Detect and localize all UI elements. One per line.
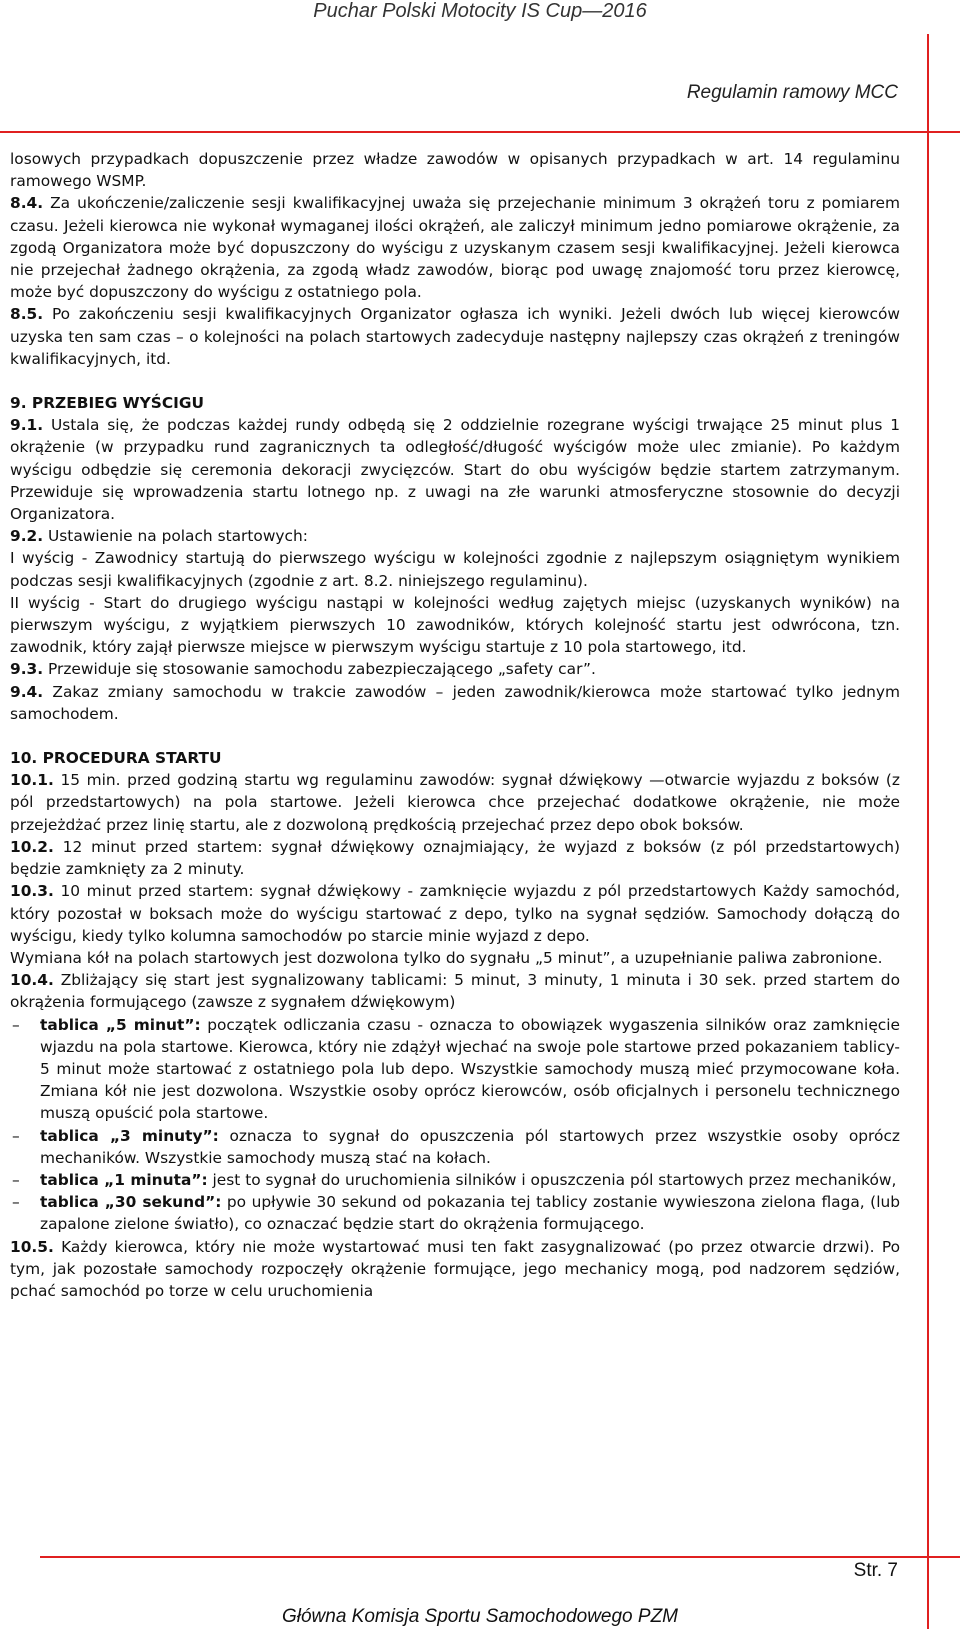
section-number: 9.4.: [10, 682, 44, 701]
section-number: 10.4.: [10, 971, 54, 990]
dash-bullet: –: [12, 1193, 20, 1212]
paragraph-9-3: [10, 658, 900, 680]
dash-bullet: –: [12, 1015, 20, 1034]
section-number: 10.1.: [10, 771, 54, 790]
document-header-subtitle: Regulamin ramowy MCC: [686, 82, 898, 103]
list-item-text: po upływie 30 sekund od pokazania tej tablicy zostanie wywieszona zielona flaga, (lub zapalone zielone światło), co oznaczać będzie start do okrążenia formującego.: [40, 1193, 900, 1234]
header-rule: [0, 131, 960, 133]
list-item-label: tablica „1 minuta”:: [40, 1170, 208, 1189]
paragraph-race-2: II wyścig - Start do drugiego wyścigu nastąpi w kolejności według zajętych miejsc (uzyskanych wyników) na pierwszym wyścigu, z wyjątkiem pierwszych 10 zawodników, których kolejność startu jest odwrócona, tzn. zawodnik, który zajął pierwsze miejsce w pierwszym wyścigu startuje z 10 pola startowego, itd.: [10, 593, 900, 657]
dash-bullet: –: [12, 1126, 20, 1145]
paragraph-text: Ustala się, że podczas każdej rundy odbędą się 2 oddzielnie rozegrane wyścigi trwające 25 minut plus 1 okrążenie (w przypadku rund zagranicznych ta odległość/długość wyścigów może ulec zmianie). Po każdym wyścigu odbędzie się ceremonia dekoracji zwycięzców. Start do obu wyścigów będzie startem zatrzymanym. Przewiduje się wprowadzenia startu lotnego np. z uwagi na złe warunki atmosferyczne stosownie do decyzji Organizatora.: [10, 416, 900, 524]
footer-rule: [40, 1556, 960, 1558]
list-item-board-1-min: [10, 1169, 900, 1191]
margin-rule-vertical: [927, 34, 929, 1629]
section-number: 10.2.: [10, 837, 54, 856]
list-item-board-30-sec: [10, 1191, 900, 1235]
paragraph-9-4: [10, 681, 900, 725]
section-number: 9.2.: [10, 527, 44, 546]
list-item-label: tablica „5 minut”:: [40, 1015, 201, 1034]
paragraph-text: Przewiduje się stosowanie samochodu zabezpieczającego „safety car”.: [43, 660, 596, 679]
list-item-text: początek odliczania czasu - oznacza to obowiązek wygaszenia silników oraz zamknięcie wjazdu na pola startowe. Kierowca, który nie zdążył wjechać na swoje pole startowe przed pokazaniem tablicy-5 minut może startować z ostatniego pola lub depo. Wszystkie samochody muszą mieć przymocowane koła. Zmiana kół nie jest dozwolona. Wszystkie osoby oprócz kierowców, osób oficjalnych i personelu technicznego muszą opuścić pola startowe.: [40, 1015, 900, 1123]
paragraph-8-5: [10, 303, 900, 370]
paragraph-text: Za ukończenie/zaliczenie sesji kwalifikacyjnej uważa się przejechanie minimum 3 okrążeń toru z pomiarem czasu. Jeżeli kierowca nie wykonał wymaganej ilości okrążeń, ale zaliczył minimum jedno pomiarowe okrążenie, za zgodą Organizatora może być dopuszczony do wyścigu z uzyskanym czasem sesji kwalifikacyjnej. Jeżeli kierowca nie przejechał żadnego okrążenia, za zgodą władz zawodów, biorąc pod uwagę znajomość toru przez kierowcę, może być dopuszczony do wyścigu z ostatniego pola.: [10, 194, 900, 302]
paragraph-10-2: [10, 836, 900, 880]
page-number: Str. 7: [853, 1560, 898, 1581]
spacer: [10, 370, 900, 392]
paragraph-9-1: [10, 414, 900, 525]
spacer: [10, 725, 900, 747]
paragraph-text: 12 minut przed startem: sygnał dźwiękowy oznajmiający, że wyjazd z boksów (z pól przedstartowych) będzie zamknięty za 2 minuty.: [10, 837, 900, 879]
paragraph-text: 10 minut przed startem: sygnał dźwiękowy - zamknięcie wyjazdu z pól przedstartowych Każdy samochód, który pozostał w boksach może do wyścigu startować z depo, tylko na sygnał sędziów. Samochody dołączą do wyścigu, kiedy tylko kolumna samochodów po starcie minie wyjazd z depo.: [10, 882, 900, 945]
section-number: 8.4.: [10, 194, 44, 213]
paragraph-race-1: I wyścig - Zawodnicy startują do pierwszego wyścigu w kolejności zgodnie z najlepszym osiągniętym wynikiem podczas sesji kwalifikacyjnych (zgodnie z art. 8.2. niniejszego regulaminu).: [10, 549, 900, 590]
paragraph-9-2: [10, 525, 900, 547]
list-item-text: oznacza to sygnał do opuszczenia pól startowych przez wszystkie osoby oprócz mechaników. Wszystkie samochody muszą stać na kołach.: [40, 1126, 900, 1167]
list-item-label: tablica „30 sekund”:: [40, 1193, 222, 1212]
list-item-text: jest to sygnał do uruchomienia silników i opuszczenia pól startowych przez mechaników,: [207, 1170, 897, 1189]
list-item-label: tablica „3 minuty”:: [40, 1126, 219, 1145]
section-number: 9.1.: [10, 416, 44, 435]
document-body: [10, 148, 900, 1302]
paragraph-text: Zakaz zmiany samochodu w trakcie zawodów – jeden zawodnik/kierowca może startować tylko jednym samochodem.: [10, 682, 900, 723]
section-number: 10.3.: [10, 882, 54, 901]
paragraph-8-4: [10, 192, 900, 303]
paragraph-text: 15 min. przed godziną startu wg regulaminu zawodów: sygnał dźwiękowy —otwarcie wyjazdu z boksów (z pól przedstartowych) na pola startowe. Jeżeli kierowca chce przejechać dodatkowe okrążenie, nie może przejeżdżać przez linię startu, ale z dozwoloną prędkością przejechać przez depo obok boksów.: [10, 771, 900, 834]
paragraph-text: losowych przypadkach dopuszczenie przez władze zawodów w opisanych przypadkach w art. 14 regulaminu ramowego WSMP.: [10, 150, 900, 191]
section-heading-9: 9. PRZEBIEG WYŚCIGU: [10, 394, 205, 413]
paragraph-10-1: [10, 769, 900, 836]
paragraph-10-3: [10, 880, 900, 947]
paragraph-text: Każdy kierowca, który nie może wystartować musi ten fakt zasygnalizować (po przez otwarcie drzwi). Po tym, jak pozostałe samochody rozpoczęły okrążenie formujące, jego mechanicy mogą, pod nadzorem sędziów, pchać samochód po torze w celu uruchomienia: [10, 1237, 900, 1300]
section-number: 9.3.: [10, 660, 44, 679]
paragraph-10-5: [10, 1236, 900, 1303]
section-heading-10: 10. PROCEDURA STARTU: [10, 749, 222, 768]
paragraph-text: Zbliżający się start jest sygnalizowany tablicami: 5 minut, 3 minuty, 1 minuta i 30 sek. przed startem do okrążenia formującego (zawsze z sygnałem dźwiękowym): [10, 971, 900, 1012]
paragraph-wheel-change: Wymiana kół na polach startowych jest dozwolona tylko do sygnału „5 minut”, a uzupełnianie paliwa zabronione.: [10, 948, 883, 967]
list-item-board-3-min: [10, 1125, 900, 1169]
section-number: 8.5.: [10, 305, 44, 324]
paragraph: [10, 148, 900, 192]
paragraph-text: Ustawienie na polach startowych:: [43, 527, 308, 546]
document-footer: Główna Komisja Sportu Samochodowego PZM: [281, 1606, 679, 1627]
section-number: 10.5.: [10, 1237, 54, 1256]
document-header-title: Puchar Polski Motocity IS Cup—2016: [313, 0, 647, 22]
dash-bullet: –: [12, 1170, 20, 1189]
paragraph-10-4: [10, 969, 900, 1013]
paragraph-text: Po zakończeniu sesji kwalifikacyjnych Organizator ogłasza ich wyniki. Jeżeli dwóch lub więcej kierowców uzyska ten sam czas – o kolejności na polach startowych zadecyduje następny najlepszy czas okrążeń z treningów kwalifikacyjnych, itd.: [10, 305, 900, 368]
list-item-board-5-min: [10, 1014, 900, 1125]
